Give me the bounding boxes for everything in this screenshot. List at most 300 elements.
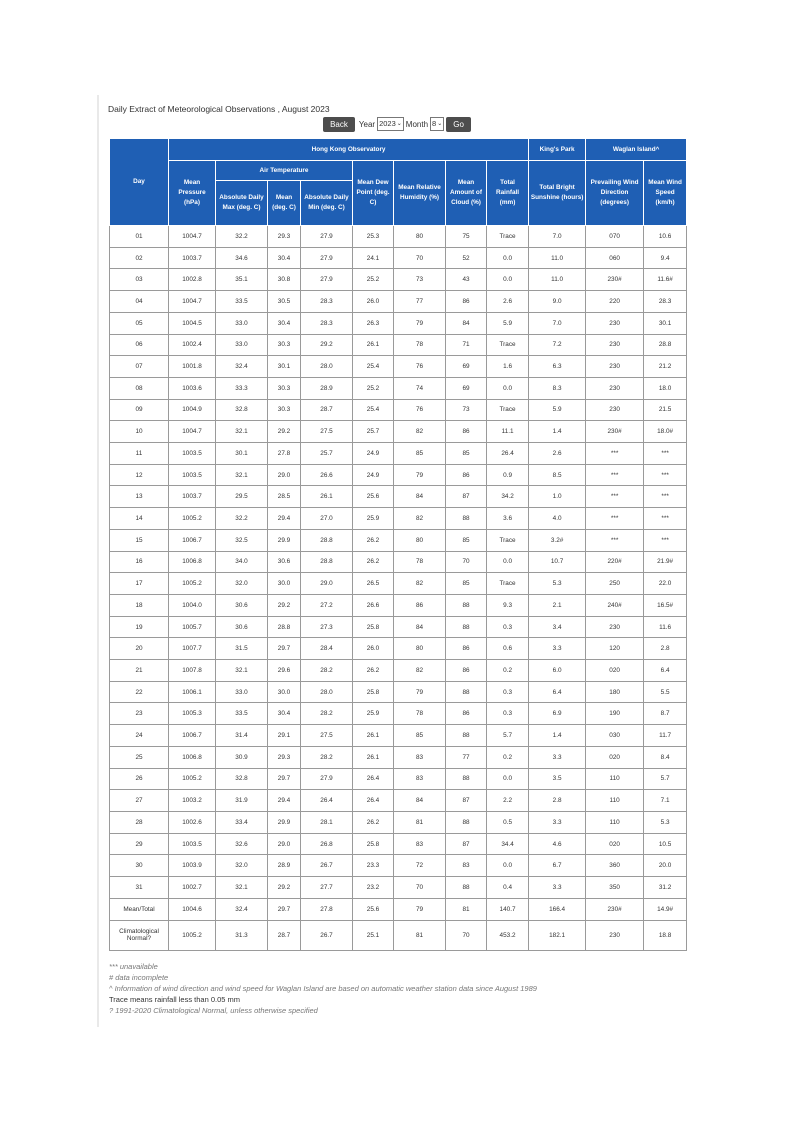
table-cell: 25.6 <box>353 486 394 508</box>
table-cell: 30.9 <box>216 746 268 768</box>
table-cell: *** <box>644 464 687 486</box>
table-cell: 70 <box>446 920 487 951</box>
table-cell: 32.8 <box>216 768 268 790</box>
table-cell: 220 <box>586 291 644 313</box>
table-cell: 33.0 <box>216 334 268 356</box>
table-cell: 30.1 <box>216 443 268 465</box>
table-cell: 26.5 <box>353 573 394 595</box>
table-cell: 71 <box>446 334 487 356</box>
table-row <box>110 660 687 682</box>
row-label: 12 <box>110 464 169 486</box>
row-label: 04 <box>110 291 169 313</box>
table-cell: 26.6 <box>353 594 394 616</box>
table-cell: Trace <box>487 334 529 356</box>
table-cell: 29.4 <box>268 790 301 812</box>
footnote: # data incomplete <box>109 973 169 982</box>
table-cell: 24.9 <box>353 464 394 486</box>
table-cell: 0.4 <box>487 877 529 899</box>
go-button[interactable]: Go <box>446 117 471 132</box>
table-cell: 1003.7 <box>169 486 216 508</box>
table-cell: 87 <box>446 790 487 812</box>
footnotes <box>109 961 537 1016</box>
table-row <box>110 269 687 291</box>
table-cell: 88 <box>446 508 487 530</box>
table-cell: 29.1 <box>268 725 301 747</box>
table-cell: 29.5 <box>216 486 268 508</box>
row-label: 26 <box>110 768 169 790</box>
table-row <box>110 681 687 703</box>
table-cell: 27.5 <box>301 725 353 747</box>
table-cell: 11.6 <box>644 616 687 638</box>
table-cell: 35.1 <box>216 269 268 291</box>
table-cell: 060 <box>586 247 644 269</box>
table-cell: 0.2 <box>487 660 529 682</box>
table-cell: 0.0 <box>487 269 529 291</box>
table-cell: 29.0 <box>268 464 301 486</box>
table-cell: 83 <box>394 833 446 855</box>
table-cell: 1004.7 <box>169 421 216 443</box>
table-cell: 6.3 <box>529 356 586 378</box>
table-cell: 30.6 <box>216 616 268 638</box>
table-cell: 1006.8 <box>169 746 216 768</box>
table-cell: 29.3 <box>268 226 301 248</box>
chevron-down-icon: ⌄ <box>396 121 402 127</box>
header-temp-mean: Mean (deg. C) <box>268 181 301 226</box>
table-cell: 11.0 <box>529 269 586 291</box>
table-cell: 88 <box>446 725 487 747</box>
table-row <box>110 551 687 573</box>
table-cell: 1005.2 <box>169 573 216 595</box>
table-cell: 0.3 <box>487 681 529 703</box>
table-cell: 88 <box>446 594 487 616</box>
table-cell: 81 <box>446 898 487 920</box>
table-cell: 52 <box>446 247 487 269</box>
date-controls <box>0 116 794 132</box>
table-cell: 1003.5 <box>169 464 216 486</box>
table-cell: 70 <box>394 247 446 269</box>
table-cell: 82 <box>394 660 446 682</box>
table-cell: 86 <box>446 421 487 443</box>
observations-table <box>109 138 687 951</box>
table-cell: 3.5 <box>529 768 586 790</box>
table-cell: 24.9 <box>353 443 394 465</box>
table-cell: 26.8 <box>301 833 353 855</box>
table-cell: 85 <box>446 443 487 465</box>
table-cell: 30.5 <box>268 291 301 313</box>
table-cell: 20.0 <box>644 855 687 877</box>
table-cell: 2.6 <box>487 291 529 313</box>
header-cloud: Mean Amount of Cloud (%) <box>446 161 487 226</box>
table-cell: 30.6 <box>268 551 301 573</box>
row-label: 11 <box>110 443 169 465</box>
table-cell: 25.9 <box>353 508 394 530</box>
table-cell: 32.1 <box>216 877 268 899</box>
table-cell: 86 <box>394 594 446 616</box>
table-cell: 84 <box>394 790 446 812</box>
table-cell: 1004.7 <box>169 226 216 248</box>
table-cell: Trace <box>487 573 529 595</box>
table-cell: 27.9 <box>301 247 353 269</box>
table-cell: 1.0 <box>529 486 586 508</box>
header-day: Day <box>110 139 169 226</box>
table-cell: 29.2 <box>268 594 301 616</box>
table-cell: 73 <box>394 269 446 291</box>
table-cell: *** <box>644 486 687 508</box>
table-cell: 83 <box>394 746 446 768</box>
table-cell: 28.0 <box>301 356 353 378</box>
table-cell: 25.4 <box>353 399 394 421</box>
table-cell: 29.9 <box>268 811 301 833</box>
table-cell: 020 <box>586 746 644 768</box>
table-cell: 34.6 <box>216 247 268 269</box>
table-row <box>110 573 687 595</box>
table-cell: 0.9 <box>487 464 529 486</box>
table-cell: 1002.7 <box>169 877 216 899</box>
table-cell: 140.7 <box>487 898 529 920</box>
table-cell: 80 <box>394 529 446 551</box>
table-cell: 29.4 <box>268 508 301 530</box>
table-cell: 2.2 <box>487 790 529 812</box>
table-row <box>110 486 687 508</box>
table-cell: 28.8 <box>268 616 301 638</box>
table-cell: 29.7 <box>268 638 301 660</box>
table-cell: 6.4 <box>644 660 687 682</box>
table-cell: 26.4 <box>301 790 353 812</box>
table-cell: 6.7 <box>529 855 586 877</box>
table-cell: 3.3 <box>529 746 586 768</box>
table-cell: 32.1 <box>216 660 268 682</box>
row-label: 10 <box>110 421 169 443</box>
table-cell: 0.0 <box>487 377 529 399</box>
table-cell: *** <box>586 443 644 465</box>
table-cell: 32.8 <box>216 399 268 421</box>
table-cell: 33.4 <box>216 811 268 833</box>
table-cell: 25.6 <box>353 898 394 920</box>
table-cell: 32.2 <box>216 508 268 530</box>
table-cell: 1005.7 <box>169 616 216 638</box>
table-cell: 26.4 <box>353 768 394 790</box>
table-cell: 166.4 <box>529 898 586 920</box>
row-label: 15 <box>110 529 169 551</box>
table-cell: 77 <box>446 746 487 768</box>
row-label: 16 <box>110 551 169 573</box>
table-cell: 30.8 <box>268 269 301 291</box>
table-cell: 0.6 <box>487 638 529 660</box>
table-cell: 230 <box>586 920 644 951</box>
table-cell: 82 <box>394 573 446 595</box>
table-cell: 18.0 <box>644 377 687 399</box>
header-temp-max: Absolute Daily Max (deg. C) <box>216 181 268 226</box>
table-cell: 26.0 <box>353 291 394 313</box>
table-cell: Trace <box>487 529 529 551</box>
back-button[interactable]: Back <box>323 117 355 132</box>
table-cell: *** <box>586 464 644 486</box>
footnote: ? 1991-2020 Climatological Normal, unless otherwise specified <box>109 1006 318 1015</box>
header-rainfall: Total Rainfall (mm) <box>487 161 529 226</box>
table-cell: 070 <box>586 226 644 248</box>
table-cell: 1004.7 <box>169 291 216 313</box>
table-cell: 84 <box>446 312 487 334</box>
table-row <box>110 312 687 334</box>
table-cell: 75 <box>446 226 487 248</box>
table-cell: 32.2 <box>216 226 268 248</box>
table-cell: 32.6 <box>216 833 268 855</box>
footnote: Trace means rainfall less than 0.05 mm <box>109 995 241 1004</box>
table-row <box>110 356 687 378</box>
table-cell: 26.6 <box>301 464 353 486</box>
table-cell: 2.8 <box>644 638 687 660</box>
table-cell: 27.7 <box>301 877 353 899</box>
table-cell: 1006.8 <box>169 551 216 573</box>
table-row <box>110 855 687 877</box>
table-cell: 25.7 <box>301 443 353 465</box>
table-cell: 32.1 <box>216 464 268 486</box>
table-cell: 24.1 <box>353 247 394 269</box>
table-cell: 8.3 <box>529 377 586 399</box>
table-cell: 230 <box>586 377 644 399</box>
table-cell: 28.3 <box>301 312 353 334</box>
table-row <box>110 811 687 833</box>
table-cell: 7.1 <box>644 790 687 812</box>
month-label: Month <box>405 119 429 129</box>
table-cell: 3.3 <box>529 877 586 899</box>
table-cell: 31.2 <box>644 877 687 899</box>
table-cell: 30.6 <box>216 594 268 616</box>
table-cell: 0.2 <box>487 746 529 768</box>
header-dew-point: Mean Dew Point (deg. C) <box>353 161 394 226</box>
table-cell: 30.0 <box>268 681 301 703</box>
table-row <box>110 703 687 725</box>
table-cell: 27.9 <box>301 226 353 248</box>
table-cell: 77 <box>394 291 446 313</box>
table-cell: 43 <box>446 269 487 291</box>
table-cell: 69 <box>446 377 487 399</box>
table-cell: 28.2 <box>301 703 353 725</box>
table-cell: 30.4 <box>268 312 301 334</box>
table-row <box>110 594 687 616</box>
table-row <box>110 247 687 269</box>
table-cell: 230 <box>586 334 644 356</box>
table-cell: 4.6 <box>529 833 586 855</box>
row-label: 08 <box>110 377 169 399</box>
table-cell: 28.5 <box>268 486 301 508</box>
table-cell: 1006.7 <box>169 529 216 551</box>
row-label: Mean/Total <box>110 898 169 920</box>
table-cell: 1005.2 <box>169 768 216 790</box>
table-cell: 9.3 <box>487 594 529 616</box>
table-cell: 28.3 <box>301 291 353 313</box>
table-cell: 230 <box>586 356 644 378</box>
table-cell: 0.0 <box>487 855 529 877</box>
table-cell: 87 <box>446 486 487 508</box>
table-cell: 69 <box>446 356 487 378</box>
table-cell: 5.3 <box>644 811 687 833</box>
chevron-down-icon: ⌄ <box>437 121 443 127</box>
header-hko: Hong Kong Observatory <box>169 139 529 161</box>
table-cell: 110 <box>586 811 644 833</box>
header-temp-min: Absolute Daily Min (deg. C) <box>301 181 353 226</box>
table-cell: 85 <box>446 529 487 551</box>
table-cell: 1003.7 <box>169 247 216 269</box>
table-cell: 73 <box>446 399 487 421</box>
table-cell: 78 <box>394 551 446 573</box>
table-cell: 180 <box>586 681 644 703</box>
header-wind-direction: Prevailing Wind Direction (degrees) <box>586 161 644 226</box>
table-cell: 230 <box>586 399 644 421</box>
table-row <box>110 768 687 790</box>
table-cell: 29.0 <box>268 833 301 855</box>
table-cell: 88 <box>446 768 487 790</box>
table-cell: 1002.4 <box>169 334 216 356</box>
table-row <box>110 790 687 812</box>
table-cell: 23.3 <box>353 855 394 877</box>
table-cell: 10.6 <box>644 226 687 248</box>
table-row <box>110 616 687 638</box>
table-cell: 29.2 <box>268 421 301 443</box>
header-air-temp: Air Temperature <box>216 161 353 181</box>
year-select[interactable] <box>377 117 404 131</box>
table-cell: 32.0 <box>216 573 268 595</box>
row-label: 02 <box>110 247 169 269</box>
page-title: Daily Extract of Meteorological Observations , August 2023 <box>108 104 330 114</box>
table-cell: *** <box>586 486 644 508</box>
table-cell: 85 <box>446 573 487 595</box>
table-cell: 28.9 <box>268 855 301 877</box>
table-cell: 8.5 <box>529 464 586 486</box>
table-cell: 79 <box>394 681 446 703</box>
table-cell: 020 <box>586 660 644 682</box>
table-cell: 84 <box>394 616 446 638</box>
row-label: 25 <box>110 746 169 768</box>
table-cell: 190 <box>586 703 644 725</box>
table-cell: 33.3 <box>216 377 268 399</box>
table-cell: 1007.8 <box>169 660 216 682</box>
table-cell: 28.3 <box>644 291 687 313</box>
row-label: 20 <box>110 638 169 660</box>
table-cell: 2.8 <box>529 790 586 812</box>
table-cell: 30.1 <box>268 356 301 378</box>
header-humidity: Mean Relative Humidity (%) <box>394 161 446 226</box>
table-cell: 76 <box>394 356 446 378</box>
table-cell: 11.1 <box>487 421 529 443</box>
table-cell: 33.0 <box>216 312 268 334</box>
row-label: 30 <box>110 855 169 877</box>
table-cell: 230# <box>586 269 644 291</box>
table-row <box>110 898 687 920</box>
table-cell: 1002.8 <box>169 269 216 291</box>
table-cell: 8.7 <box>644 703 687 725</box>
table-cell: 29.7 <box>268 898 301 920</box>
table-cell: 6.9 <box>529 703 586 725</box>
table-cell: 21.5 <box>644 399 687 421</box>
table-cell: 1003.9 <box>169 855 216 877</box>
table-cell: 26.1 <box>353 725 394 747</box>
row-label: 09 <box>110 399 169 421</box>
table-cell: 29.2 <box>301 334 353 356</box>
table-cell: 28.0 <box>301 681 353 703</box>
table-cell: 1001.8 <box>169 356 216 378</box>
table-cell: 0.3 <box>487 703 529 725</box>
table-cell: 120 <box>586 638 644 660</box>
table-cell: Trace <box>487 226 529 248</box>
table-cell: 26.7 <box>301 920 353 951</box>
table-cell: 1006.1 <box>169 681 216 703</box>
table-cell: 1003.5 <box>169 443 216 465</box>
table-cell: 0.0 <box>487 768 529 790</box>
table-cell: 16.5# <box>644 594 687 616</box>
footnote: *** unavailable <box>109 962 158 971</box>
table-cell: 1003.2 <box>169 790 216 812</box>
table-cell: 30.3 <box>268 399 301 421</box>
table-cell: 27.5 <box>301 421 353 443</box>
header-kings-park: King's Park <box>529 139 586 161</box>
table-cell: 79 <box>394 898 446 920</box>
table-cell: 1005.3 <box>169 703 216 725</box>
table-cell: 7.0 <box>529 312 586 334</box>
table-cell: 4.0 <box>529 508 586 530</box>
table-cell: 6.0 <box>529 660 586 682</box>
month-select[interactable] <box>430 117 444 131</box>
row-label: 27 <box>110 790 169 812</box>
table-cell: 18.0# <box>644 421 687 443</box>
header-waglan: Waglan Island^ <box>586 139 687 161</box>
table-cell: 5.3 <box>529 573 586 595</box>
table-cell: 21.9# <box>644 551 687 573</box>
table-cell: *** <box>644 529 687 551</box>
table-cell: 0.3 <box>487 616 529 638</box>
table-cell: 110 <box>586 790 644 812</box>
table-cell: 79 <box>394 312 446 334</box>
table-cell: 21.2 <box>644 356 687 378</box>
table-cell: 82 <box>394 421 446 443</box>
header-pressure: Mean Pressure (hPa) <box>169 161 216 226</box>
table-cell: 020 <box>586 833 644 855</box>
table-cell: 86 <box>446 660 487 682</box>
table-cell: 7.2 <box>529 334 586 356</box>
table-cell: 1005.2 <box>169 508 216 530</box>
table-cell: 26.1 <box>353 746 394 768</box>
table-cell: 30.1 <box>644 312 687 334</box>
table-row <box>110 877 687 899</box>
table-cell: 6.4 <box>529 681 586 703</box>
table-cell: 26.7 <box>301 855 353 877</box>
row-label: 28 <box>110 811 169 833</box>
table-cell: 25.3 <box>353 226 394 248</box>
table-cell: 1.6 <box>487 356 529 378</box>
table-cell: 28.7 <box>268 920 301 951</box>
row-label: 23 <box>110 703 169 725</box>
table-row <box>110 725 687 747</box>
table-cell: 25.8 <box>353 833 394 855</box>
table-cell: 29.2 <box>268 877 301 899</box>
table-cell: 182.1 <box>529 920 586 951</box>
table-cell: 26.0 <box>353 638 394 660</box>
table-cell: 1005.2 <box>169 920 216 951</box>
table-cell: 32.4 <box>216 898 268 920</box>
table-cell: 88 <box>446 681 487 703</box>
table-cell: 110 <box>586 768 644 790</box>
table-cell: *** <box>586 508 644 530</box>
table-cell: *** <box>586 529 644 551</box>
table-cell: 32.0 <box>216 855 268 877</box>
table-cell: 25.2 <box>353 269 394 291</box>
footnote: ^ Information of wind direction and wind speed for Waglan Island are based on automatic weather station data since August 1989 <box>109 984 537 993</box>
table-cell: 78 <box>394 334 446 356</box>
table-cell: 8.4 <box>644 746 687 768</box>
table-cell: 26.2 <box>353 529 394 551</box>
table-cell: 30.0 <box>268 573 301 595</box>
table-cell: *** <box>644 443 687 465</box>
